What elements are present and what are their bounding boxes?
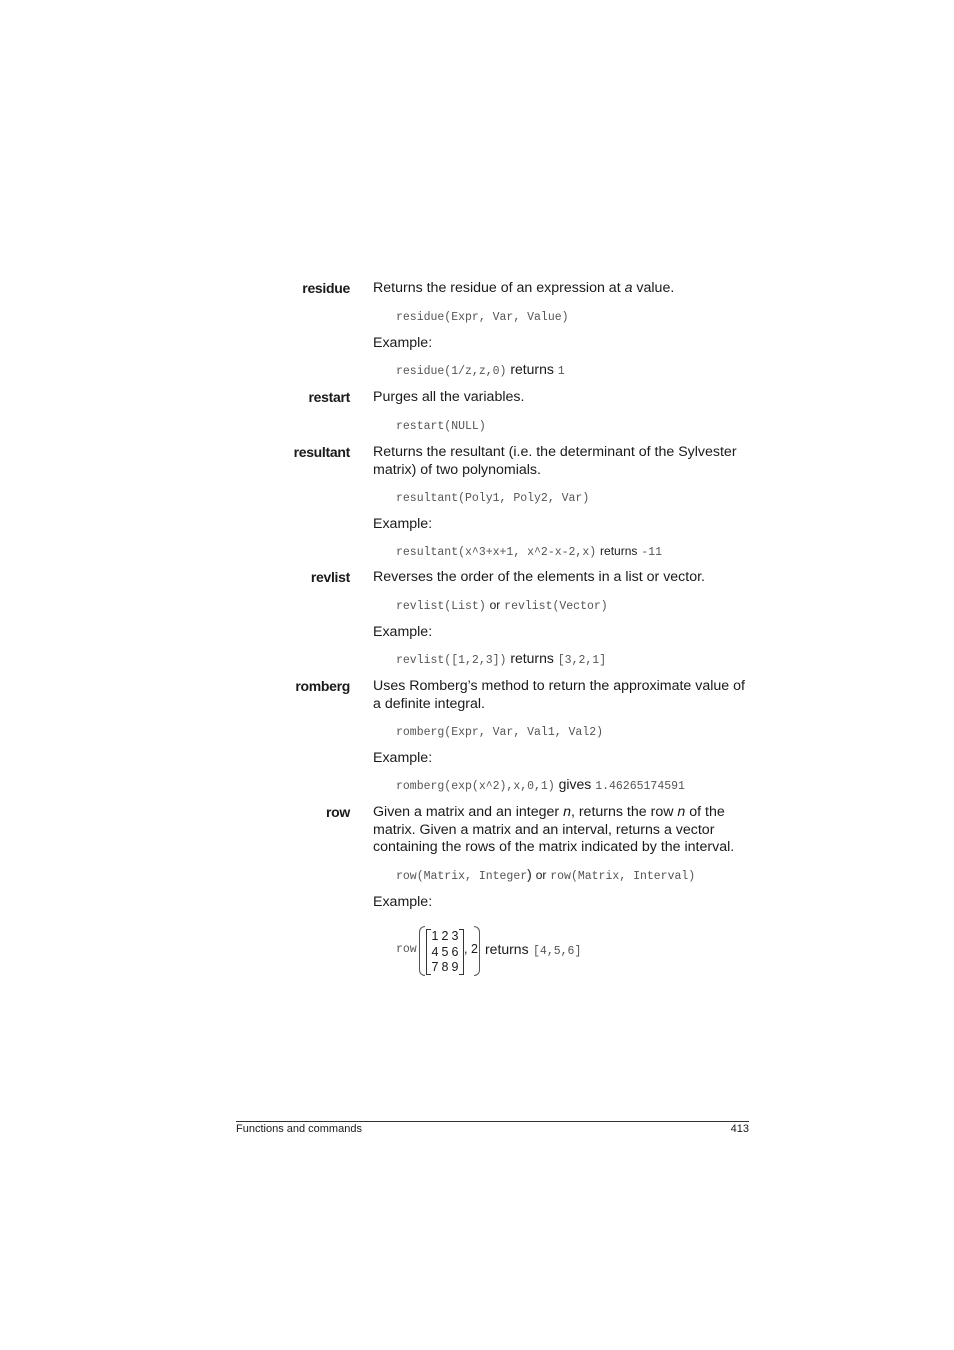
footer-section: Functions and commands xyxy=(236,1123,362,1135)
example-line: revlist([1,2,3]) returns [3,2,1] xyxy=(396,649,607,667)
example-line: residue(1/z,z,0) returns 1 xyxy=(396,360,565,378)
entry-term: restart xyxy=(308,389,350,405)
example-label: Example: xyxy=(373,750,433,766)
entry-syntax: residue(Expr, Var, Value) xyxy=(396,310,569,324)
matrix-row: 4 5 6 xyxy=(431,944,459,959)
entry-description: Returns the residue of an expression at a value. xyxy=(373,280,675,296)
example-label: Example: xyxy=(373,516,433,532)
left-paren xyxy=(419,926,425,976)
example-label: Example: xyxy=(373,893,433,910)
entry-body xyxy=(373,444,753,561)
entry-term: residue xyxy=(302,280,350,296)
entry-term: resultant xyxy=(293,444,350,460)
example-label: Example: xyxy=(373,334,433,351)
page-number: 413 xyxy=(730,1123,749,1135)
entry-description: Purges all the variables. xyxy=(373,389,525,405)
footer-rule xyxy=(236,1121,749,1122)
matrix-row: 1 2 3 xyxy=(431,929,459,943)
entry-description: Reverses the order of the elements in a list or vector. xyxy=(373,569,705,585)
matrix-row: 7 8 9 xyxy=(431,960,459,974)
right-paren xyxy=(474,926,480,976)
entry-body xyxy=(373,280,753,380)
entry-body xyxy=(373,678,753,795)
entry-term: romberg xyxy=(295,678,350,694)
entry-syntax: revlist(List) or revlist(Vector) xyxy=(396,597,608,613)
example-matrix xyxy=(426,929,464,975)
entry-body xyxy=(373,389,753,435)
entry-body xyxy=(373,569,753,669)
example-label: Example: xyxy=(373,623,433,640)
entry-term: revlist xyxy=(310,569,350,585)
example-argument: , 2 xyxy=(464,942,478,956)
entry-description: Returns the resultant (i.e. the determinant of the Sylvester matrix) of two polynomials. xyxy=(373,444,737,478)
entry-description: Uses Romberg’s method to return the approximate value of a definite integral. xyxy=(373,678,745,712)
entry-syntax: resultant(Poly1, Poly2, Var) xyxy=(396,492,590,505)
example-function: row xyxy=(396,943,417,956)
example-line: romberg(exp(x^2),x,0,1) gives 1.46265174591 xyxy=(396,776,685,793)
entry-term: row xyxy=(326,804,350,820)
entry-syntax: romberg(Expr, Var, Val1, Val2) xyxy=(396,726,604,739)
entry-body xyxy=(373,804,753,911)
entry-syntax: row(Matrix, Integer) or row(Matrix, Interval) xyxy=(396,865,696,883)
row-matrix-example xyxy=(396,926,696,978)
example-result: returns [4,5,6] xyxy=(485,941,582,958)
example-line: resultant(x^3+x+1, x^2-x-2,x) returns -11 xyxy=(396,544,662,559)
entry-syntax: restart(NULL) xyxy=(396,419,486,433)
entry-description: Given a matrix and an integer n, returns the row n of the matrix. Given a matrix and an interval, returns a vector containing the rows of the matrix indicated by the interval. xyxy=(373,804,735,855)
